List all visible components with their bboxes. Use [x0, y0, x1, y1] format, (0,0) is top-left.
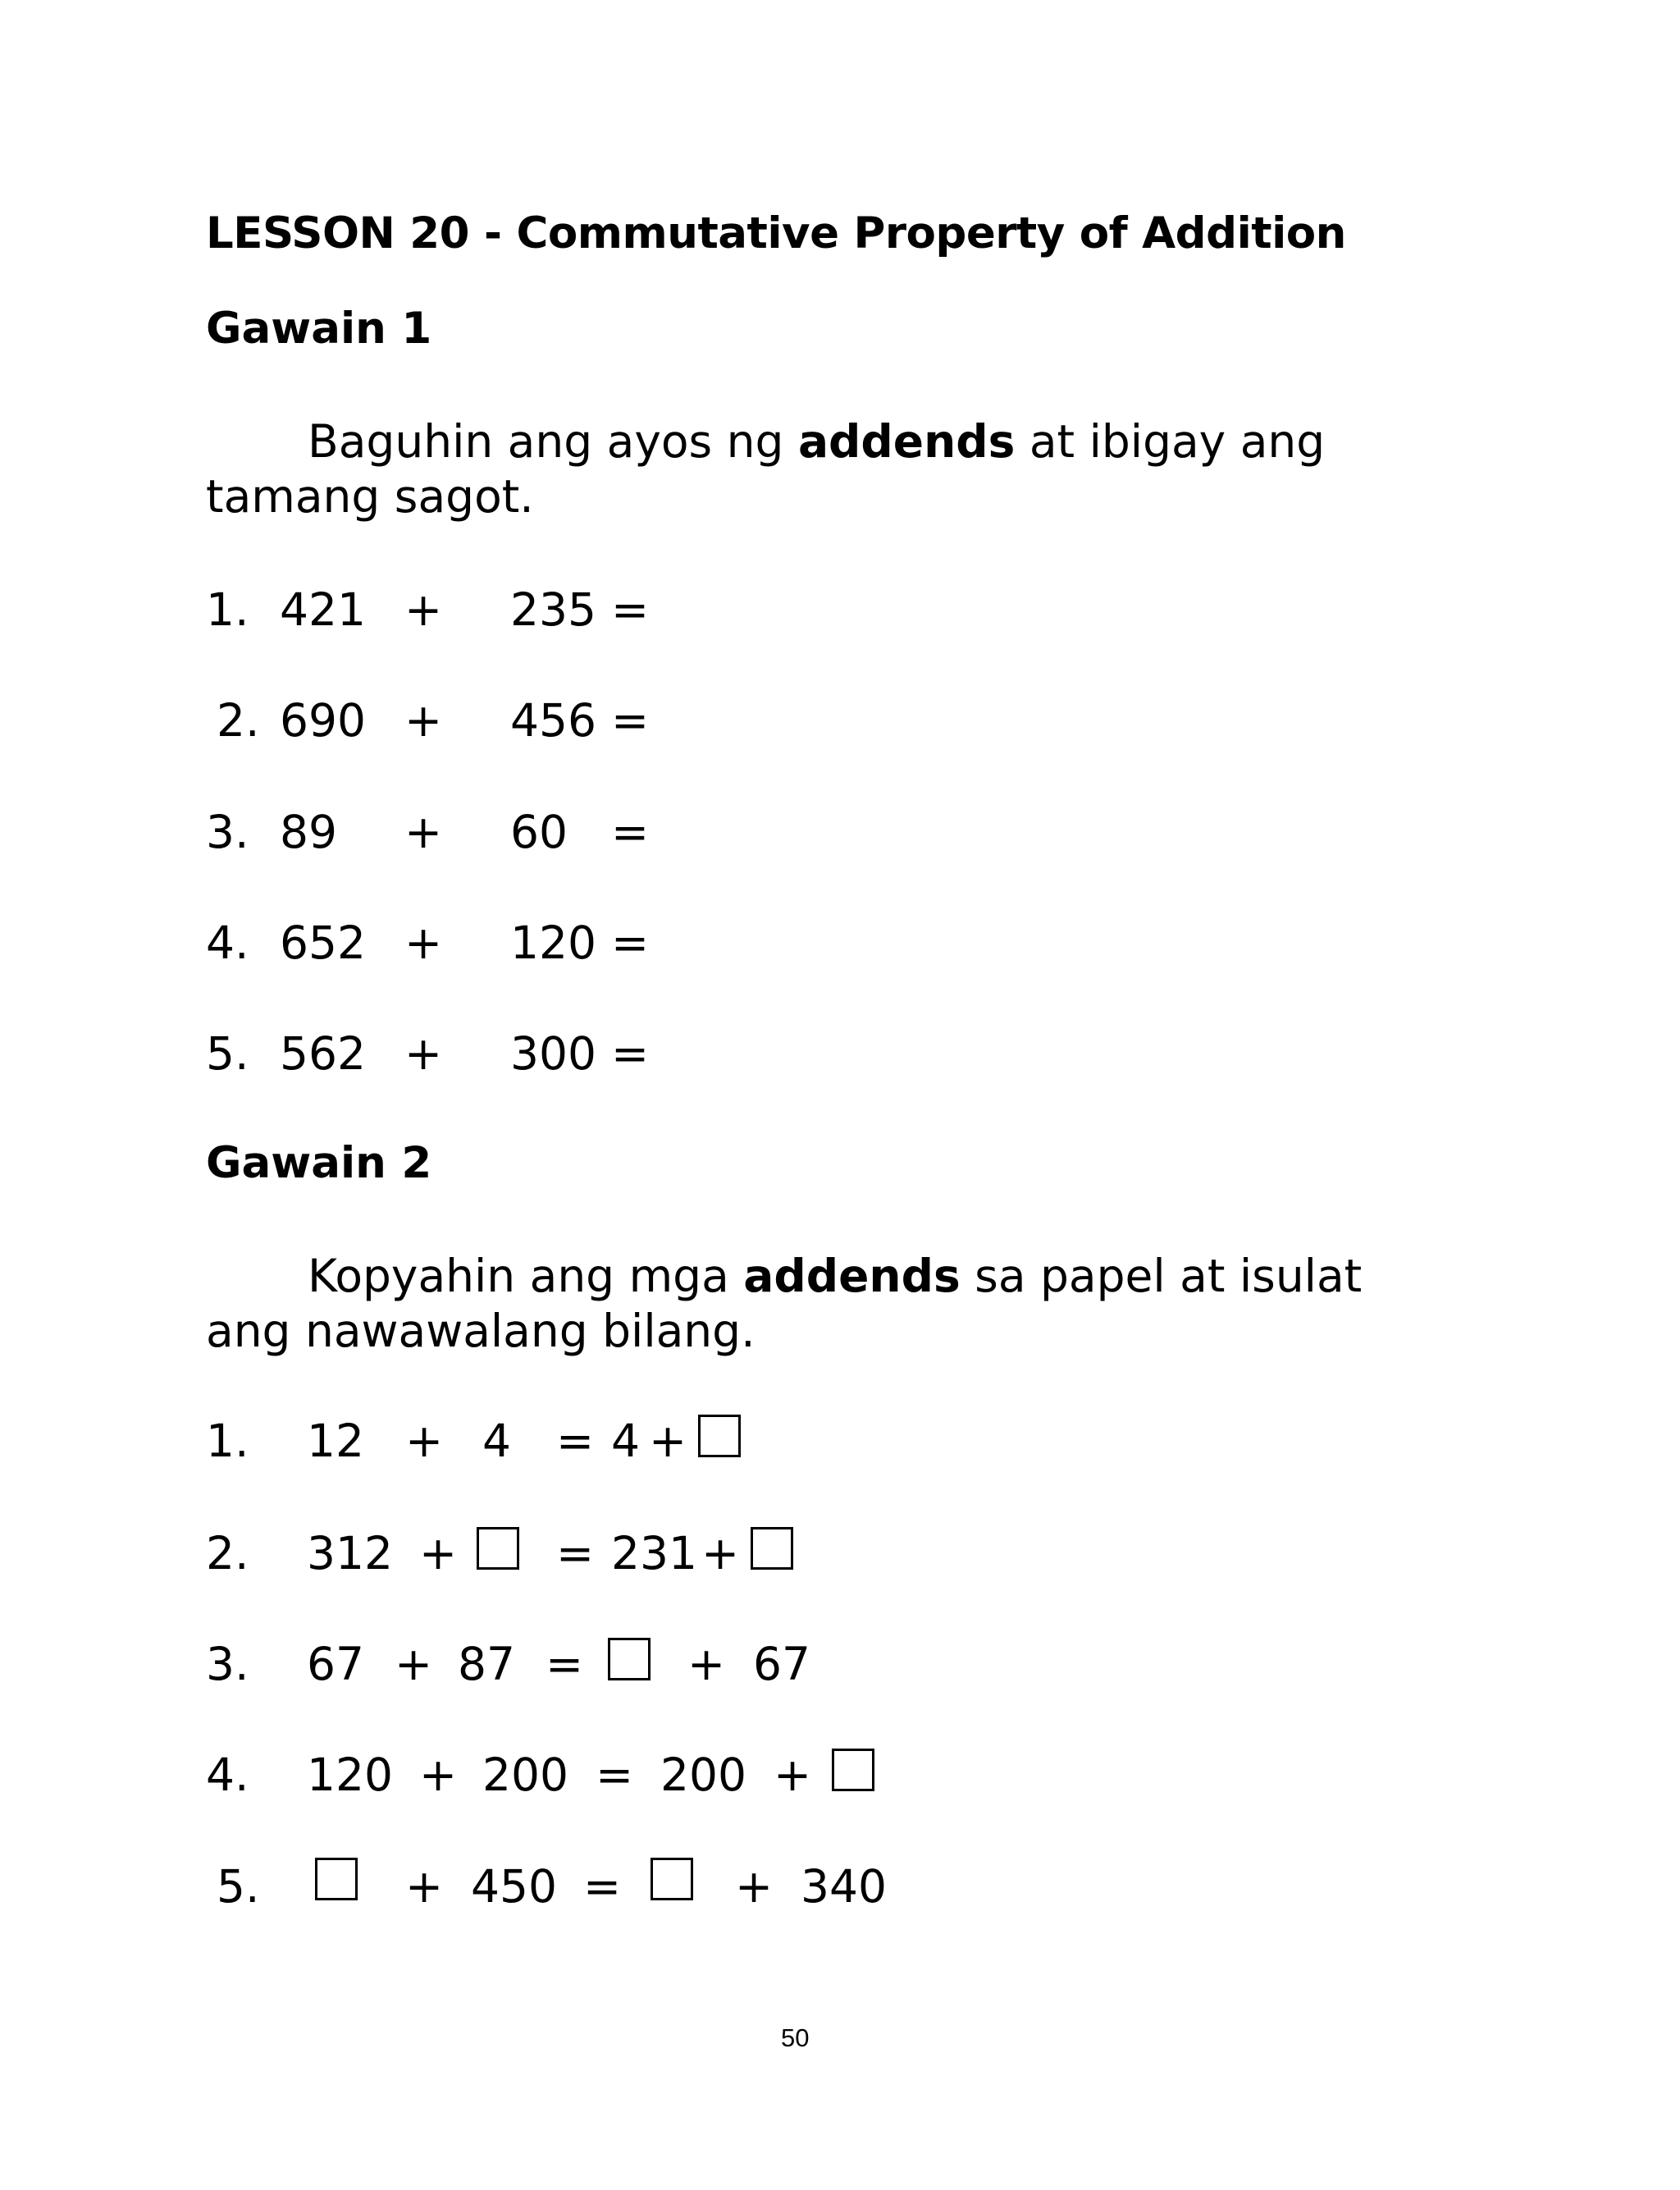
problem-number: 4.	[206, 917, 249, 969]
plus-sign: +	[404, 806, 443, 858]
answer-box[interactable]	[651, 1858, 693, 1900]
addend-b: 60	[510, 806, 568, 858]
plus-sign: +	[404, 694, 443, 747]
addend-c: 231	[611, 1527, 697, 1580]
problem-number: 5.	[217, 1860, 260, 1913]
addend-b: 4	[482, 1415, 511, 1467]
problem-number: 1.	[206, 583, 249, 636]
addend-a: 312	[307, 1527, 393, 1580]
answer-box[interactable]	[477, 1527, 519, 1570]
answer-box[interactable]	[832, 1749, 874, 1791]
addend-c: 200	[660, 1749, 746, 1801]
answer-box[interactable]	[698, 1415, 741, 1457]
plus-sign: +	[404, 1027, 443, 1080]
plus-sign: +	[649, 1415, 687, 1467]
plus-sign: +	[404, 917, 443, 969]
plus-sign: +	[404, 583, 443, 636]
addend-a: 12	[307, 1415, 364, 1467]
problem-number: 2.	[217, 694, 260, 747]
plus-sign: +	[774, 1749, 812, 1801]
gawain-1-instruction-bold: addends	[797, 415, 1016, 468]
plus-sign: +	[701, 1527, 740, 1580]
addend-a: 562	[280, 1027, 366, 1080]
plus-sign: +	[405, 1415, 444, 1467]
addend-b: 450	[471, 1860, 557, 1913]
answer-box[interactable]	[315, 1858, 358, 1900]
addend-d: 340	[801, 1860, 887, 1913]
plus-sign: +	[735, 1860, 774, 1913]
page-number: 50	[781, 2023, 810, 2052]
gawain-1-title: Gawain 1	[206, 304, 432, 354]
equals-sign: =	[611, 1027, 650, 1080]
problem-number: 1.	[206, 1415, 249, 1467]
addend-a: 421	[280, 583, 366, 636]
gawain-2-instruction-rest: sa papel at isulat ang nawawalang bilang.	[206, 1250, 1363, 1357]
gawain-2-instruction-bold: addends	[743, 1250, 961, 1302]
addend-c: 4	[611, 1415, 640, 1467]
plus-sign: +	[687, 1638, 726, 1690]
addend-b: 456	[510, 694, 596, 747]
equals-sign: =	[611, 806, 650, 858]
addend-b: 87	[458, 1638, 515, 1690]
addend-a: 67	[307, 1638, 364, 1690]
equals-sign: =	[556, 1415, 595, 1467]
addend-a: 120	[307, 1749, 393, 1801]
lesson-title: LESSON 20 - Commutative Property of Addition	[206, 208, 1346, 258]
gawain-1-instruction-text: Baguhin ang ayos ng	[308, 415, 798, 468]
gawain-2-title: Gawain 2	[206, 1138, 432, 1188]
gawain-2-instruction-text: Kopyahin ang mga	[308, 1250, 744, 1302]
plus-sign: +	[419, 1749, 458, 1801]
gawain-1-instruction	[206, 414, 1436, 524]
problem-number: 3.	[206, 1638, 249, 1690]
answer-box[interactable]	[608, 1638, 651, 1680]
addend-b: 200	[482, 1749, 568, 1801]
plus-sign: +	[395, 1638, 433, 1690]
problem-number: 2.	[206, 1527, 249, 1580]
addend-a: 652	[280, 917, 366, 969]
addend-b: 235	[510, 583, 596, 636]
problem-number: 4.	[206, 1749, 249, 1801]
addend-d: 67	[753, 1638, 810, 1690]
addend-b: 120	[510, 917, 596, 969]
equals-sign: =	[556, 1527, 595, 1580]
problem-number: 5.	[206, 1027, 249, 1080]
equals-sign: =	[611, 583, 650, 636]
answer-box[interactable]	[751, 1527, 793, 1570]
plus-sign: +	[405, 1860, 444, 1913]
problem-number: 3.	[206, 806, 249, 858]
equals-sign: =	[546, 1638, 584, 1690]
equals-sign: =	[611, 694, 650, 747]
gawain-1-instruction-rest: at ibigay ang tamang sagot.	[206, 415, 1326, 523]
addend-b: 300	[510, 1027, 596, 1080]
addend-a: 89	[280, 806, 337, 858]
addend-a: 690	[280, 694, 366, 747]
equals-sign: =	[583, 1860, 622, 1913]
equals-sign: =	[611, 917, 650, 969]
gawain-2-instruction	[206, 1249, 1436, 1359]
plus-sign: +	[419, 1527, 458, 1580]
equals-sign: =	[596, 1749, 634, 1801]
